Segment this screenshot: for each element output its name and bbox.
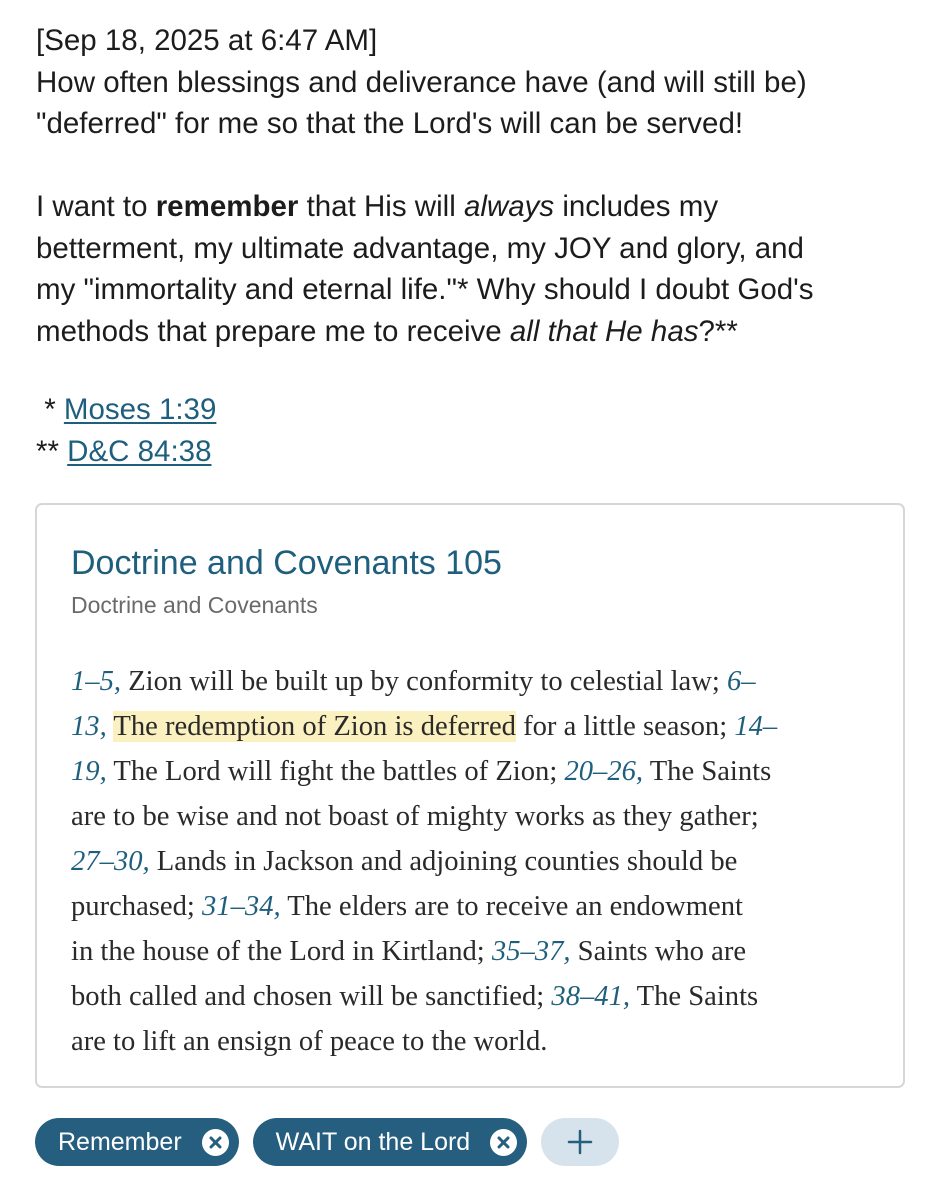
verse-reference[interactable]: 14– <box>734 711 778 742</box>
summary-text: both called and chosen will be sanctified; <box>71 981 552 1012</box>
tag-label: WAIT on the Lord <box>275 1127 471 1156</box>
plus-icon <box>567 1129 593 1155</box>
verse-reference[interactable]: 13, <box>71 711 107 742</box>
note-italic-text: always <box>463 190 555 223</box>
summary-text: are to be wise and not boast of mighty works as they gather; <box>71 801 759 832</box>
summary-text: The Lord will fight the battles of Zion; <box>106 756 565 787</box>
reference-link-moses[interactable]: Moses 1:39 <box>63 393 217 426</box>
add-tag-button[interactable] <box>541 1118 619 1166</box>
note-text: I want to <box>36 190 156 223</box>
note-references <box>36 389 916 472</box>
tag-chip-remember[interactable] <box>35 1118 239 1166</box>
section-summary <box>71 659 871 1064</box>
summary-text: Zion will be built up by conformity to celestial law; <box>121 666 727 697</box>
summary-line <box>71 659 871 704</box>
summary-line <box>71 929 871 974</box>
tag-bar <box>35 1117 619 1167</box>
verse-reference[interactable]: 1–5, <box>71 666 122 697</box>
summary-text: are to lift an ensign of peace to the world. <box>71 1026 548 1057</box>
journal-note[interactable] <box>36 20 916 472</box>
note-text: betterment, my ultimate advantage, my JOY and glory, and <box>36 231 804 265</box>
summary-line <box>71 839 871 884</box>
summary-text: purchased; <box>71 891 203 922</box>
reference-row <box>36 431 916 473</box>
close-circle-icon[interactable] <box>202 1129 229 1156</box>
note-text: "deferred" for me so that the Lord's will can be served! <box>36 107 744 140</box>
verse-reference[interactable]: 20–26, <box>564 756 644 787</box>
summary-text: in the house of the Lord in Kirtland; <box>71 936 492 967</box>
summary-line <box>71 974 871 1019</box>
summary-text: for a little season; <box>515 711 735 742</box>
note-timestamp: [Sep 18, 2025 at 6:47 AM] <box>36 24 378 57</box>
close-circle-icon[interactable] <box>490 1129 517 1156</box>
summary-text: Saints who are <box>570 936 747 967</box>
summary-text: The elders are to receive an endowment <box>280 891 743 922</box>
summary-line <box>71 794 871 839</box>
reference-marker: * <box>36 393 64 426</box>
summary-text: Lands in Jackson and adjoining counties should be <box>149 846 738 877</box>
verse-reference[interactable]: 38–41, <box>551 981 631 1012</box>
summary-line <box>71 1019 871 1064</box>
tag-label: Remember <box>58 1127 182 1156</box>
note-text: methods that prepare me to receive <box>36 314 510 348</box>
verse-reference[interactable]: 35–37, <box>491 936 571 967</box>
summary-line <box>71 749 871 794</box>
summary-text: The Saints <box>630 981 759 1012</box>
note-text: How often blessings and deliverance have (and will still be) <box>36 65 807 99</box>
note-paragraph-1 <box>36 62 916 145</box>
card-subtitle: Doctrine and Covenants <box>71 592 318 618</box>
reference-marker: ** <box>36 434 68 468</box>
summary-line <box>71 884 871 929</box>
reference-link-dc[interactable]: D&C 84:38 <box>67 434 212 468</box>
note-text: includes my <box>554 190 719 223</box>
verse-reference[interactable]: 6– <box>726 666 756 697</box>
scripture-card[interactable] <box>35 503 905 1088</box>
verse-reference[interactable]: 27–30, <box>71 846 150 877</box>
note-text: ?** <box>698 314 738 348</box>
note-paragraph-2 <box>36 186 916 352</box>
note-text: that His will <box>298 190 464 223</box>
highlighted-text: The redemption of Zion is deferred <box>113 711 516 742</box>
card-title: Doctrine and Covenants 105 <box>71 544 502 582</box>
note-text: my "immortality and eternal life."* Why should I doubt God's <box>36 273 814 306</box>
verse-reference[interactable]: 31–34, <box>202 891 281 922</box>
note-bold-text: remember <box>155 190 299 223</box>
summary-line <box>71 704 871 749</box>
tag-chip-wait-on-the-lord[interactable] <box>253 1118 528 1166</box>
verse-reference[interactable]: 19, <box>71 756 107 787</box>
note-italic-text: all that He has <box>509 314 699 348</box>
reference-row <box>36 389 916 431</box>
summary-text: The Saints <box>643 756 772 787</box>
